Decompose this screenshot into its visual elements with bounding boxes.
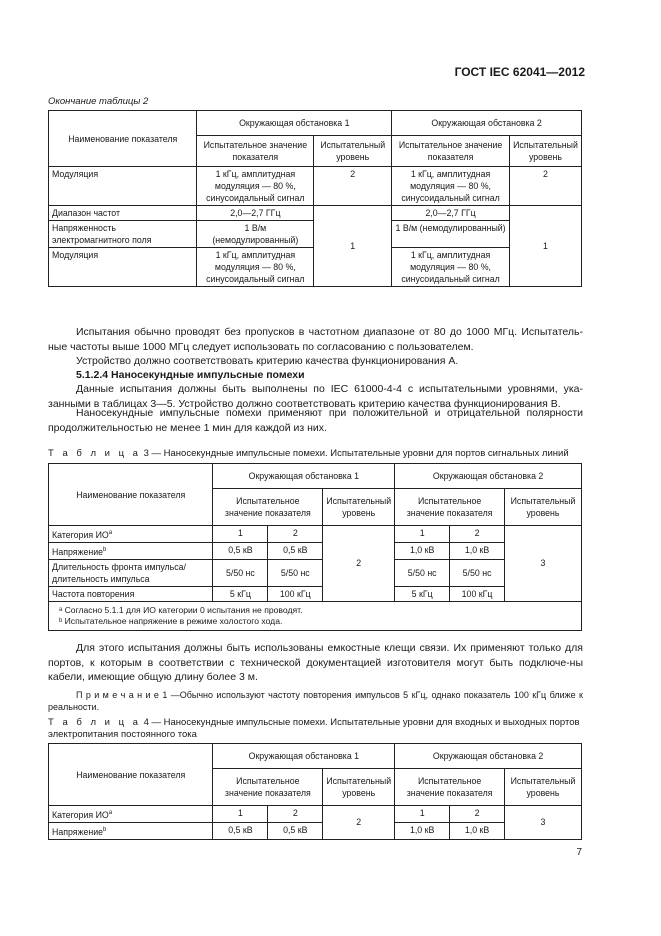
row-name: Модуляция: [49, 167, 197, 206]
cell-value: 1,0 кВ: [395, 822, 450, 839]
cell-value: 100 кГц: [268, 586, 323, 601]
section-heading: 5.1.2.4 Наносекундные импульсные помехи: [76, 369, 305, 381]
footnote-marker: b: [103, 826, 107, 833]
table-row: [49, 542, 582, 559]
row-name: Модуляция: [49, 248, 197, 287]
subheader-test-level: Испытательный уровень: [509, 136, 581, 167]
footnote-marker: b: [103, 546, 107, 553]
cell-value: 100 кГц: [450, 586, 505, 601]
row-name: [49, 526, 213, 543]
footnote-b: ᵇ Испытательное напряжение в режиме холостого хода.: [59, 615, 283, 626]
subheader-test-level: Испытательный уровень: [314, 136, 392, 167]
note-label: П р и м е ч а н и е 1: [76, 690, 168, 700]
note-text: —Обычно используют частоту повторения импульсов 5 кГц, однако показатель 100 кГц ближе к реальности.: [48, 690, 583, 712]
cell-value: 1 В/м (немодулированный): [197, 221, 314, 248]
cell-level-merged: 3: [505, 526, 582, 602]
cell-value: 5/50 нс: [213, 559, 268, 586]
cell-value: 2: [450, 526, 505, 543]
cell-value: 1,0 кВ: [450, 822, 505, 839]
subheader-test-value: Испытательное значение показателя: [213, 489, 323, 526]
column-header-env2: Окружающая обстановка 2: [392, 111, 582, 136]
row-name: [49, 806, 213, 823]
subheader-test-level: Испытательный уровень: [505, 489, 582, 526]
table-row: [49, 559, 582, 586]
cell-level: 2: [509, 167, 581, 206]
cell-value: 2: [450, 806, 505, 823]
cell-value: 1 кГц, амплитудная модуляция — 80 %, синусоидальный сигнал: [392, 167, 510, 206]
cell-level-merged: 2: [323, 806, 395, 840]
table-header-row: [49, 464, 582, 489]
cell-value: 1 кГц, амплитудная модуляция — 80 %, синусоидальный сигнал: [392, 248, 510, 287]
cell-value: 2: [268, 526, 323, 543]
column-header-name: Наименование показателя: [49, 744, 213, 806]
subheader-test-level: Испытательный уровень: [323, 489, 395, 526]
column-header-env1: Окружающая обстановка 1: [213, 464, 395, 489]
row-name: Частота повторения: [49, 586, 213, 601]
table-label: Т а б л и ц а: [48, 448, 141, 459]
cell-value: 1 В/м (немодулированный): [392, 221, 510, 248]
cell-value: 2: [268, 806, 323, 823]
row-name-text: Категория ИО: [52, 809, 109, 820]
cell-value: 1,0 кВ: [395, 542, 450, 559]
cell-value: 1: [213, 806, 268, 823]
subheader-test-value: Испытательное значение показателя: [395, 489, 505, 526]
subheader-test-level: Испытательный уровень: [323, 769, 395, 806]
cell-value: 0,5 кВ: [268, 542, 323, 559]
row-name: [49, 822, 213, 839]
row-name: Напряженность электромагнитного поля: [49, 221, 197, 248]
table-header-row: [49, 744, 582, 769]
cell-value: 5 кГц: [395, 586, 450, 601]
subheader-test-value: Испытательное значение показателя: [395, 769, 505, 806]
table-3: [48, 463, 582, 631]
paragraph: Наносекундные импульсные помехи применяют при положительной и отрицательной полярности продолжительностью не менее 1 мин для каждой из них.: [48, 407, 583, 434]
cell-value: 1,0 кВ: [450, 542, 505, 559]
row-name: Длительность фронта импульса/ длительность импульса: [49, 559, 213, 586]
table-row: [49, 586, 582, 601]
table-title: 4 — Наносекундные импульсные помехи. Испытательные уровни для входных и выходных портов электропитания постоянного тока: [48, 717, 580, 740]
subheader-test-level: Испытательный уровень: [505, 769, 582, 806]
table-row: [49, 526, 582, 543]
cell-value: 2,0—2,7 ГГц: [392, 206, 510, 221]
table4-caption: [48, 717, 588, 741]
subheader-test-value: Испытательное значение показателя: [392, 136, 510, 167]
note-paragraph: [48, 689, 583, 713]
cell-value: 1 кГц, амплитудная модуляция — 80 %, синусоидальный сигнал: [197, 167, 314, 206]
row-name-text: Категория ИО: [52, 529, 109, 540]
subheader-test-value: Испытательное значение показателя: [213, 769, 323, 806]
cell-value: 1: [213, 526, 268, 543]
row-name-text: Напряжение: [52, 546, 104, 557]
paragraph: Данные испытания должны быть выполнены по IEC 61000-4-4 с испытательными уровнями, ука-занными в таблицах 3—5. Устройство должно соответствовать критерию качества функционирования В.: [48, 383, 583, 410]
page-number: 7: [576, 847, 582, 858]
table-row: [49, 167, 582, 206]
table-title: 3 — Наносекундные импульсные помехи. Испытательные уровни для портов сигнальных линий: [140, 448, 569, 459]
column-header-env2: Окружающая обстановка 2: [395, 464, 582, 489]
subheader-test-value: Испытательное значение показателя: [197, 136, 314, 167]
cell-level-merged: 1: [314, 206, 392, 287]
column-header-env1: Окружающая обстановка 1: [213, 744, 395, 769]
table-header-row: [49, 111, 582, 136]
table-row: [49, 822, 582, 839]
table-label: Т а б л и ц а: [48, 717, 141, 728]
cell-level-merged: 1: [509, 206, 581, 287]
cell-level-merged: 2: [323, 526, 395, 602]
column-header-name: Наименование показателя: [49, 111, 197, 167]
table-4: [48, 743, 582, 840]
paragraph: Испытания обычно проводят без пропусков в частотном диапазоне от 80 до 1000 МГц. Испытатель-ные частоты выше 1000 МГц следует использовать по согласованию с пользователем.: [48, 326, 583, 353]
cell-value: 1: [395, 526, 450, 543]
footnote-a: ᵃ Согласно 5.1.1 для ИО категории 0 испытания не проводят.: [59, 604, 303, 615]
footnote-marker: a: [108, 810, 113, 816]
row-name: [49, 542, 213, 559]
table-2: [48, 110, 582, 287]
cell-value: 5 кГц: [213, 586, 268, 601]
table3-caption: [48, 448, 588, 459]
table-footnotes-row: [49, 601, 582, 630]
column-header-name: Наименование показателя: [49, 464, 213, 526]
cell-value: 5/50 нс: [450, 559, 505, 586]
standard-header: ГОСТ IEC 62041—2012: [454, 65, 585, 79]
table-footnotes: [49, 601, 582, 630]
column-header-env2: Окружающая обстановка 2: [395, 744, 582, 769]
cell-value: 5/50 нс: [268, 559, 323, 586]
table-row: [49, 206, 582, 221]
footnote-marker: a: [108, 530, 113, 536]
table-row: [49, 806, 582, 823]
row-name-text: Напряжение: [52, 826, 104, 837]
cell-value: 2,0—2,7 ГГц: [197, 206, 314, 221]
paragraph: Для этого испытания должны быть использованы емкостные клещи связи. Их применяют только для портов, к которым в соответствии с технической документацией изготовителя могут быть подключе-ны кабели, имеющие общую длину более 3 м.: [48, 642, 583, 684]
cell-value: 0,5 кВ: [213, 542, 268, 559]
cell-value: 1: [395, 806, 450, 823]
cell-value: 0,5 кВ: [213, 822, 268, 839]
cell-value: 0,5 кВ: [268, 822, 323, 839]
table2-caption: Окончание таблицы 2: [48, 96, 149, 107]
paragraph: Устройство должно соответствовать критерию качества функционирования А.: [76, 355, 459, 367]
row-name: Диапазон частот: [49, 206, 197, 221]
cell-value: 1 кГц, амплитудная модуляция — 80 %, синусоидальный сигнал: [197, 248, 314, 287]
column-header-env1: Окружающая обстановка 1: [197, 111, 392, 136]
cell-value: 5/50 нс: [395, 559, 450, 586]
cell-level: 2: [314, 167, 392, 206]
cell-level-merged: 3: [505, 806, 582, 840]
